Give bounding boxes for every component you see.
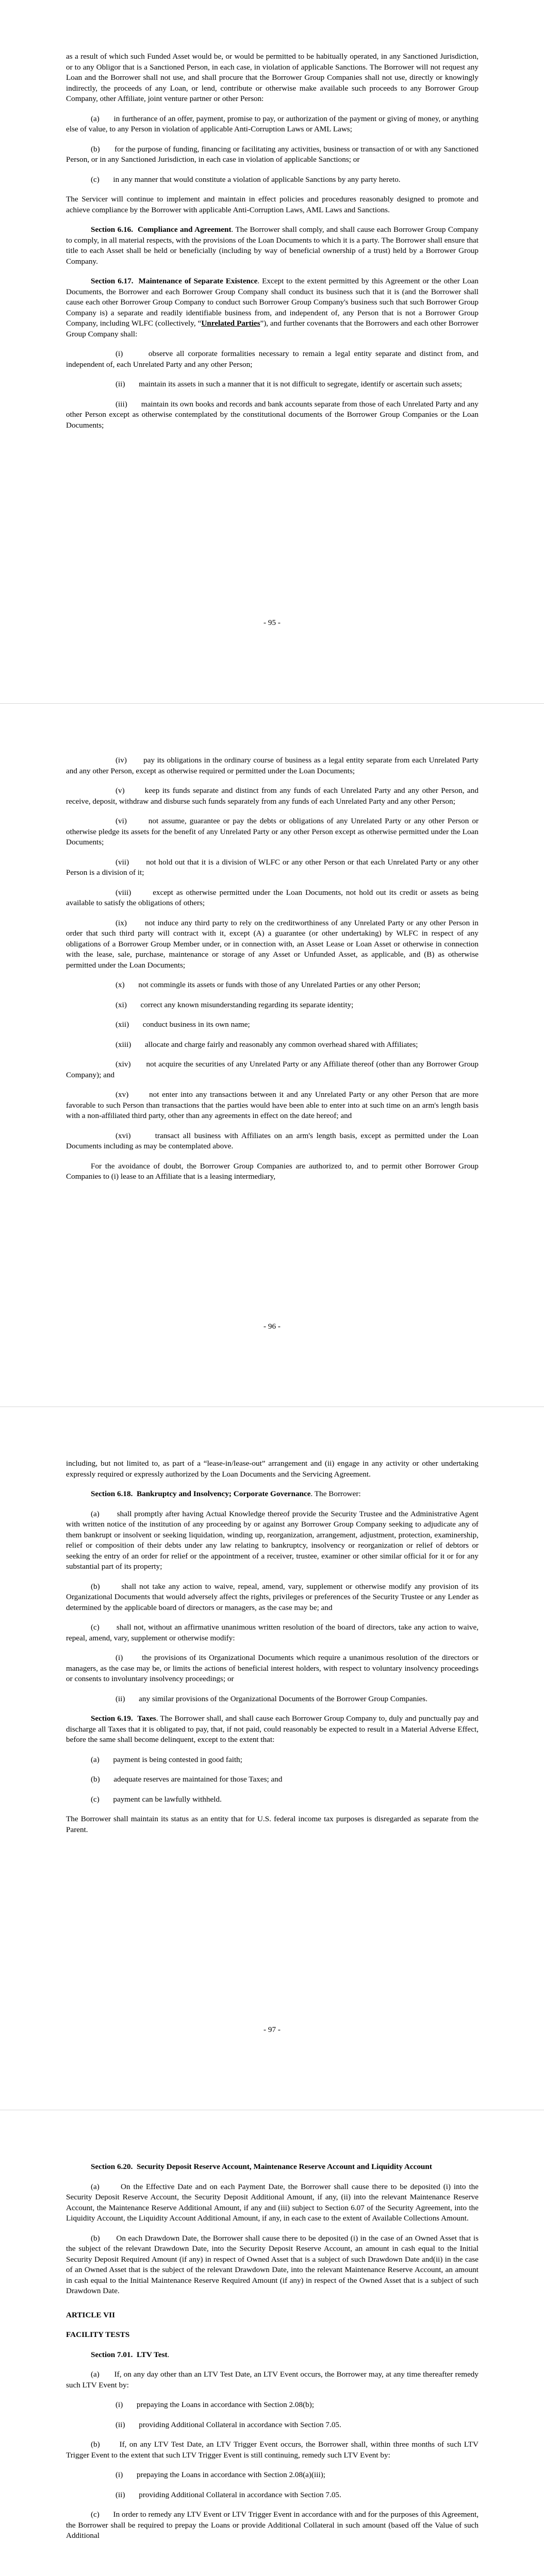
page-number: - 96 - [263, 1322, 281, 1331]
section-body: . Except to the extent permitted by this Agreement or the other Loan Documents, the Borrower and each Borrower Group Company shall conduct its business such that it is (and the Borrower shall cause each other Borrower Group Company to conduct such Borrower Group Company's business such that such Borrower Group Company is) a separate and readily identifiable business from, and independent of, any Person that is not a Borrower Group Company, including WLFC (collectively, “ [66, 277, 479, 328]
paragraph: including, but not limited to, as part of a “lease-in/lease-out” arrangement and (ii) engage in any activity or other undertaking expressly required or expressly authorized by the Loan Documents and the Servicing Agreement. [66, 1459, 479, 1479]
clause-c: (c) shall not, without an affirmative unanimous written resolution of the board of directors, take any action to waive, repeal, amend, vary, supplement or otherwise modify: [66, 1623, 479, 1642]
item-vi: (vi) not assume, guarantee or pay the debts or obligations of any Unrelated Party or any other Person or otherwise pledge its assets for the benefit of any Unrelated Party or any other Person except as otherwise permitted under the Loan Documents; [66, 817, 479, 846]
clause-c: (c) payment can be lawfully withheld. [91, 1794, 222, 1804]
clause-a: (a) payment is being contested in good faith; [91, 1755, 242, 1764]
page-number: - 97 - [263, 2025, 281, 2034]
paragraph: The Borrower shall maintain its status as an entity that for U.S. federal income tax purposes is disregarded as separate from the Parent. [66, 1815, 479, 1834]
page-96-content [66, 755, 479, 1192]
section-body: . [167, 2350, 170, 2359]
paragraph: For the avoidance of doubt, the Borrower Group Companies are authorized to, and to permit other Borrower Group Companies to (i) lease to an Affiliate that is a leasing intermediary, [66, 1161, 479, 1181]
page-97 [0, 1407, 544, 2110]
section-heading: Section 6.18. Bankruptcy and Insolvency; Corporate Governance [91, 1489, 311, 1498]
section-6-18 [66, 1489, 479, 1500]
item-ii: (ii) providing Additional Collateral in accordance with Section 7.05. [116, 2420, 341, 2429]
paragraph: as a result of which such Funded Asset would be, or would be permitted to be habitually operated, in any Sanctioned Jurisdiction, or to any Obligor that is a Sanctioned Person, in each case, in violation of applicable Sanctions. The Borrower will not request any Loan and the Borrower shall not use, and shall procure that the Borrower Group Companies shall not use, directly or knowingly indirectly, the proceeds of any Loan, or lend, contribute or otherwise make available such proceeds to any Borrower Group Company, other Affiliate, joint venture partner or other Person: [66, 52, 479, 103]
item-xv: (xv) not enter into any transactions between it and any Unrelated Party or any other Person that are more favorable to such Person than transactions that the parties would have been able to enter into at such time on an arm's length basis with a non-affiliated third party, other than any agreements in effect on the date hereof; and [66, 1090, 479, 1120]
page-98 [0, 2110, 544, 2576]
item-i: (i) observe all corporate formalities necessary to remain a legal entity separate and distinct from, and independent of, each Unrelated Party and any other Person; [66, 349, 479, 369]
item-iv: (iv) pay its obligations in the ordinary course of business as a legal entity separate from each Unrelated Party and any other Person, except as otherwise required or permitted under the Loan Documents; [66, 756, 479, 775]
section-7-01 [66, 2350, 479, 2361]
defined-term: Unrelated Parties [201, 319, 260, 328]
item-i: (i) the provisions of its Organizational Documents which require a unanimous resolution of the directors or managers, as the case may be, or limits the actions of beneficial interest holders, with respect to voluntary insolvency proceedings or consents to involuntary insolvency proceedings; or [66, 1653, 479, 1683]
item-ii: (ii) any similar provisions of the Organizational Documents of the Borrower Group Companies. [116, 1694, 427, 1703]
clause-b: (b) If, on any LTV Test Date, an LTV Trigger Event occurs, the Borrower shall, within three months of such LTV Trigger Event to the extent that such LTV Trigger Event is still continuing, remedy such LTV Event by: [66, 2440, 479, 2460]
page-98-content [66, 2162, 479, 2551]
item-x: (x) not commingle its assets or funds with those of any Unrelated Parties or any other Person; [116, 980, 421, 989]
section-heading: Section 6.19. Taxes [91, 1714, 156, 1723]
page-95-content [66, 52, 479, 440]
section-heading: Section 7.01. LTV Test [91, 2350, 168, 2359]
clause-a: (a) On the Effective Date and on each Payment Date, the Borrower shall cause there to be deposited (i) into the Security Deposit Reserve Account, the Security Deposit Additional Amount, if any, (ii) into the relevant Maintenance Reserve Account, the Maintenance Reserve Additional Amount, if any and (iii) subject to Section 6.07 of the Security Agreement, into the Liquidity Account, the Liquidity Account Additional Amount, if any, in each case to the extent of Available Collections Amount. [66, 2182, 479, 2223]
article-heading: ARTICLE VII [66, 2310, 115, 2319]
page-95 [0, 0, 544, 703]
clause-b: (b) shall not take any action to waive, repeal, amend, vary, supplement or otherwise modify any provision of its Organizational Documents that would adversely affect the rights, privileges or preferences of the Security Trustee or any Lender as determined by the applicable board of directors or managers, as the case may be; and [66, 1582, 479, 1612]
section-heading: Section 6.17. Maintenance of Separate Existence [91, 277, 258, 285]
section-body: ”), and further covenants that the Borrowers and each other Borrower Group Company shall: [66, 319, 479, 338]
section-6-20-heading: Section 6.20. Security Deposit Reserve Account, Maintenance Reserve Account and Liquidity Account [91, 2162, 432, 2171]
item-xii: (xii) conduct business in its own name; [116, 1020, 250, 1029]
item-iii: (iii) maintain its own books and records and bank accounts separate from those of each Unrelated Party and any other Person except as otherwise contemplated by the constitutional documents of the Borrower Group Companies or the Loan Documents; [66, 399, 479, 430]
clause-a: (a) shall promptly after having Actual Knowledge thereof provide the Security Trustee and the Administrative Agent with written notice of the institution of any proceeding by or against any Borrower Group Company seeking to adjudicate any of them bankrupt or insolvent or seeking liquidation, winding up, reorganization, arrangement, adjustment, protection, examinership, relief or composition of their debts under any law relating to bankruptcy, insolvency or reorganization or relief of debtors or seeking the entry of an order for relief or the appointment of a receiver, trustee, examiner or other similar official for it or for any substantial part of its property; [66, 1509, 479, 1571]
clause-b: (b) On each Drawdown Date, the Borrower shall cause there to be deposited (i) in the case of an Owned Asset that is the subject of the relevant Drawdown Date, into the Security Deposit Reserve Account, an amount in cash equal to the Initial Security Deposit Required Amount (if any) in respect of Owned Asset that is a subject of such Drawdown Date and(ii) in the case of an Owned Asset that is the subject of the relevant Drawdown Date, into the relevant Maintenance Reserve Account, an amount in cash equal to the Initial Maintenance Reserve Required Amount (if any) in respect of the Owned Asset that is a subject of such Drawdown Date. [66, 2233, 479, 2295]
section-6-16 [66, 225, 479, 267]
item-i: (i) prepaying the Loans in accordance with Section 2.08(a)(iii); [116, 2470, 325, 2479]
item-ix: (ix) not induce any third party to rely on the creditworthiness of any Unrelated Party or any other Person in order that such third party will contract with it, except (A) a guarantee (or other undertaking) by WLFC in respect of any obligations of a Borrower Group Member under, or in connection with, an Asset Lease or Loan Asset or otherwise in connection with the lease, sale, purchase, maintenance or storage of any Asset or Unfunded Asset, as applicable, and (B) as otherwise permitted under the Loan Documents; [66, 918, 479, 970]
section-heading: Section 6.16. Compliance and Agreement [91, 225, 232, 234]
item-ii: (ii) providing Additional Collateral in accordance with Section 7.05. [116, 2490, 341, 2499]
clause-b: (b) adequate reserves are maintained for those Taxes; and [91, 1775, 283, 1784]
section-body: . The Borrower: [310, 1489, 361, 1498]
item-v: (v) keep its funds separate and distinct from any funds of each Unrelated Party and any other Person, and receive, deposit, withdraw and disburse such funds separately from any funds of each Unrelated Party and any other Person; [66, 786, 479, 806]
item-xiii: (xiii) allocate and charge fairly and reasonably any common overhead shared with Affiliates; [116, 1040, 418, 1049]
paragraph: The Servicer will continue to implement and maintain in effect policies and procedures reasonably designed to promote and achieve compliance by the Borrower with applicable Anti-Corruption Laws, AML Laws and Sanctions. [66, 195, 479, 214]
page-96 [0, 704, 544, 1406]
clause-a: (a) If, on any day other than an LTV Test Date, an LTV Event occurs, the Borrower may, at any time thereafter remedy such LTV Event by: [66, 2370, 479, 2389]
clause-a: (a) in furtherance of an offer, payment, promise to pay, or authorization of the payment or giving of money, or anything else of value, to any Person in violation of applicable Anti-Corruption Laws or AML Laws; [66, 114, 479, 133]
item-i: (i) prepaying the Loans in accordance with Section 2.08(b); [116, 2400, 315, 2409]
clause-c: (c) In order to remedy any LTV Event or LTV Trigger Event in accordance with and for the purposes of this Agreement, the Borrower shall be required to prepay the Loans or provide Additional Collateral in such amount (based off the Value of such Additional [66, 2510, 479, 2540]
section-body: . The Borrower shall, and shall cause each Borrower Group Company to, duly and punctually pay and discharge all Taxes that it is obligated to pay, that, if not paid, could reasonably be expected to result in a Material Adverse Effect, before the same shall become delinquent, except to the extent that: [66, 1714, 479, 1744]
section-body: . The Borrower shall comply, and shall cause each Borrower Group Company to comply, in all material respects, with the provisions of the Loan Documents to which it is a party. The Borrower shall ensure that title to each Asset shall be held or beneficially (including by way of beneficial ownership of a trust) held by a Borrower Group Company. [66, 225, 479, 266]
item-xiv: (xiv) not acquire the securities of any Unrelated Party or any Affiliate thereof (other than any Borrower Group Company); and [66, 1060, 479, 1079]
section-6-19 [66, 1714, 479, 1745]
item-xvi: (xvi) transact all business with Affiliates on an arm's length basis, except as permitted under the Loan Documents including as may be contemplated above. [66, 1131, 479, 1150]
clause-b: (b) for the purpose of funding, financing or facilitating any activities, business or transaction of or with any Sanctioned Person, or in any Sanctioned Jurisdiction, in each case in violation of applicable Sanctions; or [66, 144, 479, 164]
section-6-17 [66, 276, 479, 340]
article-title: FACILITY TESTS [66, 2330, 130, 2339]
item-xi: (xi) correct any known misunderstanding regarding its separate identity; [116, 1000, 354, 1009]
item-viii: (viii) except as otherwise permitted under the Loan Documents, not hold out its credit or assets as being available to satisfy the obligations of others; [66, 888, 479, 907]
page-number: - 95 - [263, 618, 281, 627]
item-vii: (vii) not hold out that it is a division of WLFC or any other Person or that each Unrelated Party or any other Person is a division of it; [66, 857, 479, 877]
page-97-content [66, 1459, 479, 1844]
item-ii: (ii) maintain its assets in such a manner that it is not difficult to segregate, identify or ascertain such assets; [116, 380, 463, 388]
clause-c: (c) in any manner that would constitute a violation of applicable Sanctions by any party hereto. [91, 175, 401, 184]
